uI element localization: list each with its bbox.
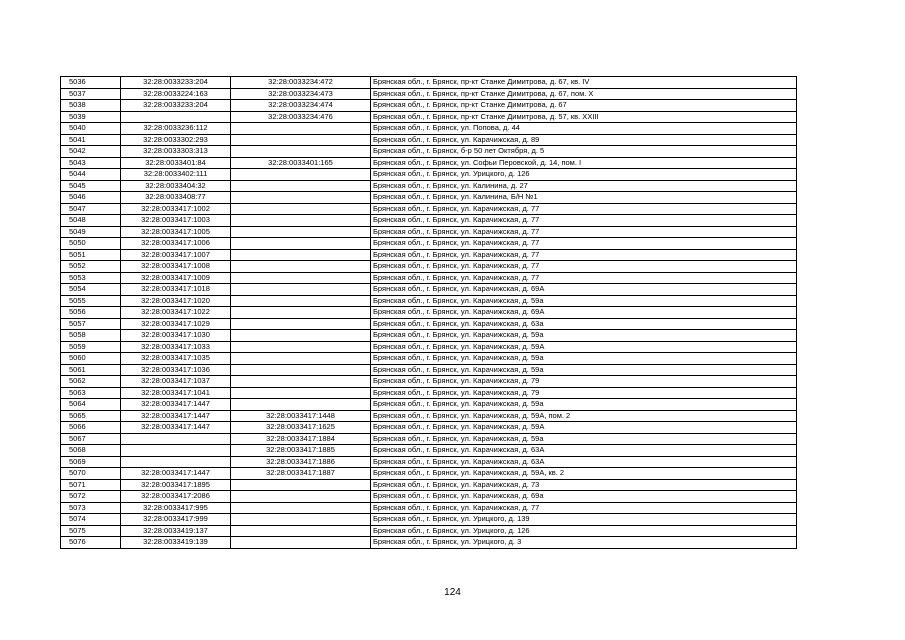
linked-cadastral-number-cell bbox=[231, 249, 371, 261]
cadastral-number-cell: 32:28:0033408:77 bbox=[121, 192, 231, 204]
row-number-cell: 5048 bbox=[61, 215, 121, 227]
table-row bbox=[61, 134, 797, 146]
linked-cadastral-number-cell: 32:28:0033417:1884 bbox=[231, 433, 371, 445]
linked-cadastral-number-cell: 32:28:0033417:1886 bbox=[231, 456, 371, 468]
table-row bbox=[61, 77, 797, 89]
cadastral-number-cell: 32:28:0033402:111 bbox=[121, 169, 231, 181]
cadastral-number-cell: 32:28:0033417:1036 bbox=[121, 364, 231, 376]
linked-cadastral-number-cell bbox=[231, 341, 371, 353]
address-cell: Брянская обл., г. Брянск, ул. Карачижская, д. 89 bbox=[371, 134, 797, 146]
address-cell: Брянская обл., г. Брянск, ул. Карачижская, д. 77 bbox=[371, 215, 797, 227]
table-row bbox=[61, 468, 797, 480]
address-cell: Брянская обл., г. Брянск, ул. Карачижская, д. 73 bbox=[371, 479, 797, 491]
row-number-cell: 5038 bbox=[61, 100, 121, 112]
address-cell: Брянская обл., г. Брянск, ул. Карачижская, д. 59А bbox=[371, 341, 797, 353]
table-row bbox=[61, 169, 797, 181]
cadastral-number-cell: 32:28:0033417:1041 bbox=[121, 387, 231, 399]
address-cell: Брянская обл., г. Брянск, пр-кт Станке Димитрова, д. 67, кв. IV bbox=[371, 77, 797, 89]
address-cell: Брянская обл., г. Брянск, ул. Карачижская, д. 77 bbox=[371, 249, 797, 261]
linked-cadastral-number-cell bbox=[231, 330, 371, 342]
address-cell: Брянская обл., г. Брянск, ул. Карачижская, д. 63А bbox=[371, 445, 797, 457]
cadastral-number-cell: 32:28:0033417:1447 bbox=[121, 422, 231, 434]
table-row bbox=[61, 410, 797, 422]
row-number-cell: 5059 bbox=[61, 341, 121, 353]
address-cell: Брянская обл., г. Брянск, ул. Урицкого, д. 126 bbox=[371, 525, 797, 537]
table-row bbox=[61, 284, 797, 296]
address-cell: Брянская обл., г. Брянск, ул. Калинина, Б/Н №1 bbox=[371, 192, 797, 204]
linked-cadastral-number-cell: 32:28:0033234:474 bbox=[231, 100, 371, 112]
row-number-cell: 5076 bbox=[61, 537, 121, 549]
linked-cadastral-number-cell bbox=[231, 295, 371, 307]
row-number-cell: 5058 bbox=[61, 330, 121, 342]
row-number-cell: 5057 bbox=[61, 318, 121, 330]
table-row bbox=[61, 203, 797, 215]
address-cell: Брянская обл., г. Брянск, ул. Карачижская, д. 63А bbox=[371, 456, 797, 468]
cadastral-number-cell: 32:28:0033417:1030 bbox=[121, 330, 231, 342]
table-row bbox=[61, 491, 797, 503]
table-row bbox=[61, 525, 797, 537]
cadastral-number-cell: 32:28:0033417:2086 bbox=[121, 491, 231, 503]
address-cell: Брянская обл., г. Брянск, ул. Урицкого, д. 126 bbox=[371, 169, 797, 181]
cadastral-number-cell: 32:28:0033417:1033 bbox=[121, 341, 231, 353]
address-cell: Брянская обл., г. Брянск, ул. Попова, д. 44 bbox=[371, 123, 797, 135]
linked-cadastral-number-cell bbox=[231, 479, 371, 491]
cadastral-number-cell: 32:28:0033417:1002 bbox=[121, 203, 231, 215]
linked-cadastral-number-cell bbox=[231, 123, 371, 135]
cadastral-number-cell: 32:28:0033417:1447 bbox=[121, 399, 231, 411]
table-row bbox=[61, 537, 797, 549]
linked-cadastral-number-cell bbox=[231, 387, 371, 399]
page-number: 124 bbox=[444, 587, 461, 598]
table-row bbox=[61, 456, 797, 468]
row-number-cell: 5068 bbox=[61, 445, 121, 457]
address-cell: Брянская обл., г. Брянск, ул. Карачижская, д. 59а bbox=[371, 364, 797, 376]
row-number-cell: 5047 bbox=[61, 203, 121, 215]
table-row bbox=[61, 376, 797, 388]
row-number-cell: 5046 bbox=[61, 192, 121, 204]
cadastral-number-cell: 32:28:0033401:84 bbox=[121, 157, 231, 169]
cadastral-number-cell: 32:28:0033233:204 bbox=[121, 77, 231, 89]
table-row bbox=[61, 272, 797, 284]
cadastral-number-cell: 32:28:0033417:1005 bbox=[121, 226, 231, 238]
row-number-cell: 5062 bbox=[61, 376, 121, 388]
cadastral-number-cell: 32:28:0033417:1029 bbox=[121, 318, 231, 330]
linked-cadastral-number-cell bbox=[231, 491, 371, 503]
cadastral-number-cell bbox=[121, 456, 231, 468]
linked-cadastral-number-cell bbox=[231, 514, 371, 526]
table-row bbox=[61, 422, 797, 434]
address-cell: Брянская обл., г. Брянск, пр-кт Станке Димитрова, д. 57, кв. XXIII bbox=[371, 111, 797, 123]
row-number-cell: 5043 bbox=[61, 157, 121, 169]
linked-cadastral-number-cell bbox=[231, 284, 371, 296]
row-number-cell: 5071 bbox=[61, 479, 121, 491]
row-number-cell: 5070 bbox=[61, 468, 121, 480]
address-cell: Брянская обл., г. Брянск, ул. Карачижская, д. 69А bbox=[371, 284, 797, 296]
address-cell: Брянская обл., г. Брянск, ул. Калинина, д. 27 bbox=[371, 180, 797, 192]
row-number-cell: 5061 bbox=[61, 364, 121, 376]
table-row bbox=[61, 479, 797, 491]
row-number-cell: 5066 bbox=[61, 422, 121, 434]
table-row bbox=[61, 433, 797, 445]
row-number-cell: 5053 bbox=[61, 272, 121, 284]
table-row bbox=[61, 445, 797, 457]
address-cell: Брянская обл., г. Брянск, ул. Урицкого, д. 3 bbox=[371, 537, 797, 549]
table-row bbox=[61, 341, 797, 353]
linked-cadastral-number-cell bbox=[231, 364, 371, 376]
cadastral-number-cell: 32:28:0033417:1018 bbox=[121, 284, 231, 296]
cadastral-number-cell: 32:28:0033236:112 bbox=[121, 123, 231, 135]
cadastral-number-cell: 32:28:0033417:1008 bbox=[121, 261, 231, 273]
cadastral-number-cell: 32:28:0033417:1022 bbox=[121, 307, 231, 319]
row-number-cell: 5074 bbox=[61, 514, 121, 526]
table-row bbox=[61, 180, 797, 192]
table-row bbox=[61, 111, 797, 123]
table-row bbox=[61, 146, 797, 158]
address-cell: Брянская обл., г. Брянск, ул. Карачижская, д. 79 bbox=[371, 387, 797, 399]
address-cell: Брянская обл., г. Брянск, ул. Карачижская, д. 59А, кв. 2 bbox=[371, 468, 797, 480]
cadastral-number-cell: 32:28:0033302:293 bbox=[121, 134, 231, 146]
cadastral-number-cell: 32:28:0033417:1003 bbox=[121, 215, 231, 227]
address-cell: Брянская обл., г. Брянск, ул. Карачижская, д. 77 bbox=[371, 238, 797, 250]
cadastral-number-cell: 32:28:0033417:1009 bbox=[121, 272, 231, 284]
row-number-cell: 5063 bbox=[61, 387, 121, 399]
table-row bbox=[61, 295, 797, 307]
cadastral-number-cell: 32:28:0033417:1035 bbox=[121, 353, 231, 365]
row-number-cell: 5060 bbox=[61, 353, 121, 365]
row-number-cell: 5069 bbox=[61, 456, 121, 468]
address-cell: Брянская обл., г. Брянск, пр-кт Станке Димитрова, д. 67 bbox=[371, 100, 797, 112]
row-number-cell: 5044 bbox=[61, 169, 121, 181]
cadastral-number-cell: 32:28:0033404:32 bbox=[121, 180, 231, 192]
cadastral-number-cell: 32:28:0033417:995 bbox=[121, 502, 231, 514]
address-cell: Брянская обл., г. Брянск, ул. Карачижская, д. 59а bbox=[371, 295, 797, 307]
cadastral-number-cell: 32:28:0033417:1447 bbox=[121, 468, 231, 480]
row-number-cell: 5051 bbox=[61, 249, 121, 261]
table-row bbox=[61, 387, 797, 399]
row-number-cell: 5055 bbox=[61, 295, 121, 307]
address-cell: Брянская обл., г. Брянск, ул. Карачижская, д. 59а bbox=[371, 330, 797, 342]
linked-cadastral-number-cell: 32:28:0033234:476 bbox=[231, 111, 371, 123]
cadastral-number-cell: 32:28:0033417:1037 bbox=[121, 376, 231, 388]
linked-cadastral-number-cell bbox=[231, 502, 371, 514]
address-cell: Брянская обл., г. Брянск, ул. Карачижская, д. 59А, пом. 2 bbox=[371, 410, 797, 422]
linked-cadastral-number-cell bbox=[231, 261, 371, 273]
cadastral-number-cell: 32:28:0033417:1006 bbox=[121, 238, 231, 250]
linked-cadastral-number-cell bbox=[231, 307, 371, 319]
linked-cadastral-number-cell: 32:28:0033401:165 bbox=[231, 157, 371, 169]
table-row bbox=[61, 364, 797, 376]
row-number-cell: 5045 bbox=[61, 180, 121, 192]
linked-cadastral-number-cell: 32:28:0033234:472 bbox=[231, 77, 371, 89]
table-row bbox=[61, 261, 797, 273]
table-row bbox=[61, 307, 797, 319]
linked-cadastral-number-cell bbox=[231, 226, 371, 238]
table-row bbox=[61, 192, 797, 204]
address-cell: Брянская обл., г. Брянск, б-р 50 лет Октября, д. 5 bbox=[371, 146, 797, 158]
table-row bbox=[61, 123, 797, 135]
linked-cadastral-number-cell bbox=[231, 376, 371, 388]
address-cell: Брянская обл., г. Брянск, ул. Карачижская, д. 59а bbox=[371, 353, 797, 365]
table-row bbox=[61, 100, 797, 112]
table-row bbox=[61, 157, 797, 169]
cadastral-number-cell: 32:28:0033419:139 bbox=[121, 537, 231, 549]
address-cell: Брянская обл., г. Брянск, ул. Карачижская, д. 63а bbox=[371, 318, 797, 330]
cadastral-number-cell bbox=[121, 445, 231, 457]
linked-cadastral-number-cell bbox=[231, 353, 371, 365]
table-row bbox=[61, 226, 797, 238]
linked-cadastral-number-cell: 32:28:0033417:1885 bbox=[231, 445, 371, 457]
linked-cadastral-number-cell bbox=[231, 169, 371, 181]
row-number-cell: 5049 bbox=[61, 226, 121, 238]
cadastral-table bbox=[60, 76, 797, 549]
cadastral-number-cell: 32:28:0033417:1447 bbox=[121, 410, 231, 422]
address-cell: Брянская обл., г. Брянск, ул. Карачижская, д. 77 bbox=[371, 203, 797, 215]
address-cell: Брянская обл., г. Брянск, ул. Карачижская, д. 77 bbox=[371, 502, 797, 514]
table-row bbox=[61, 330, 797, 342]
linked-cadastral-number-cell bbox=[231, 318, 371, 330]
address-cell: Брянская обл., г. Брянск, ул. Урицкого, д. 139 bbox=[371, 514, 797, 526]
cadastral-number-cell bbox=[121, 433, 231, 445]
address-cell: Брянская обл., г. Брянск, ул. Карачижская, д. 79 bbox=[371, 376, 797, 388]
linked-cadastral-number-cell bbox=[231, 537, 371, 549]
address-cell: Брянская обл., г. Брянск, пр-кт Станке Димитрова, д. 67, пом. X bbox=[371, 88, 797, 100]
row-number-cell: 5041 bbox=[61, 134, 121, 146]
cadastral-number-cell: 32:28:0033417:999 bbox=[121, 514, 231, 526]
table-row bbox=[61, 353, 797, 365]
address-cell: Брянская обл., г. Брянск, ул. Карачижская, д. 77 bbox=[371, 261, 797, 273]
cadastral-number-cell: 32:28:0033417:1007 bbox=[121, 249, 231, 261]
table-row bbox=[61, 502, 797, 514]
row-number-cell: 5065 bbox=[61, 410, 121, 422]
row-number-cell: 5072 bbox=[61, 491, 121, 503]
row-number-cell: 5067 bbox=[61, 433, 121, 445]
table-row bbox=[61, 514, 797, 526]
address-cell: Брянская обл., г. Брянск, ул. Карачижская, д. 59а bbox=[371, 433, 797, 445]
row-number-cell: 5056 bbox=[61, 307, 121, 319]
linked-cadastral-number-cell bbox=[231, 192, 371, 204]
linked-cadastral-number-cell bbox=[231, 525, 371, 537]
table-row bbox=[61, 88, 797, 100]
linked-cadastral-number-cell bbox=[231, 399, 371, 411]
cadastral-number-cell: 32:28:0033224:163 bbox=[121, 88, 231, 100]
table-row bbox=[61, 318, 797, 330]
address-cell: Брянская обл., г. Брянск, ул. Карачижская, д. 59А bbox=[371, 422, 797, 434]
address-cell: Брянская обл., г. Брянск, ул. Карачижская, д. 69А bbox=[371, 307, 797, 319]
row-number-cell: 5052 bbox=[61, 261, 121, 273]
linked-cadastral-number-cell: 32:28:0033234:473 bbox=[231, 88, 371, 100]
row-number-cell: 5075 bbox=[61, 525, 121, 537]
cadastral-number-cell: 32:28:0033303:313 bbox=[121, 146, 231, 158]
cadastral-number-cell: 32:28:0033233:204 bbox=[121, 100, 231, 112]
row-number-cell: 5037 bbox=[61, 88, 121, 100]
address-cell: Брянская обл., г. Брянск, ул. Софьи Перовской, д. 14, пом. I bbox=[371, 157, 797, 169]
address-cell: Брянская обл., г. Брянск, ул. Карачижская, д. 59а bbox=[371, 399, 797, 411]
table-row bbox=[61, 215, 797, 227]
cadastral-number-cell: 32:28:0033417:1020 bbox=[121, 295, 231, 307]
cadastral-number-cell bbox=[121, 111, 231, 123]
linked-cadastral-number-cell bbox=[231, 215, 371, 227]
table-row bbox=[61, 249, 797, 261]
linked-cadastral-number-cell bbox=[231, 238, 371, 250]
cadastral-number-cell: 32:28:0033417:1895 bbox=[121, 479, 231, 491]
address-cell: Брянская обл., г. Брянск, ул. Карачижская, д. 77 bbox=[371, 226, 797, 238]
linked-cadastral-number-cell bbox=[231, 146, 371, 158]
row-number-cell: 5073 bbox=[61, 502, 121, 514]
linked-cadastral-number-cell: 32:28:0033417:1448 bbox=[231, 410, 371, 422]
address-cell: Брянская обл., г. Брянск, ул. Карачижская, д. 77 bbox=[371, 272, 797, 284]
linked-cadastral-number-cell bbox=[231, 134, 371, 146]
table-body bbox=[61, 77, 797, 549]
linked-cadastral-number-cell: 32:28:0033417:1887 bbox=[231, 468, 371, 480]
linked-cadastral-number-cell: 32:28:0033417:1625 bbox=[231, 422, 371, 434]
row-number-cell: 5050 bbox=[61, 238, 121, 250]
row-number-cell: 5039 bbox=[61, 111, 121, 123]
linked-cadastral-number-cell bbox=[231, 180, 371, 192]
address-cell: Брянская обл., г. Брянск, ул. Карачижская, д. 69а bbox=[371, 491, 797, 503]
row-number-cell: 5036 bbox=[61, 77, 121, 89]
row-number-cell: 5040 bbox=[61, 123, 121, 135]
linked-cadastral-number-cell bbox=[231, 203, 371, 215]
linked-cadastral-number-cell bbox=[231, 272, 371, 284]
table-row bbox=[61, 238, 797, 250]
row-number-cell: 5064 bbox=[61, 399, 121, 411]
cadastral-number-cell: 32:28:0033419:137 bbox=[121, 525, 231, 537]
table-row bbox=[61, 399, 797, 411]
row-number-cell: 5042 bbox=[61, 146, 121, 158]
row-number-cell: 5054 bbox=[61, 284, 121, 296]
